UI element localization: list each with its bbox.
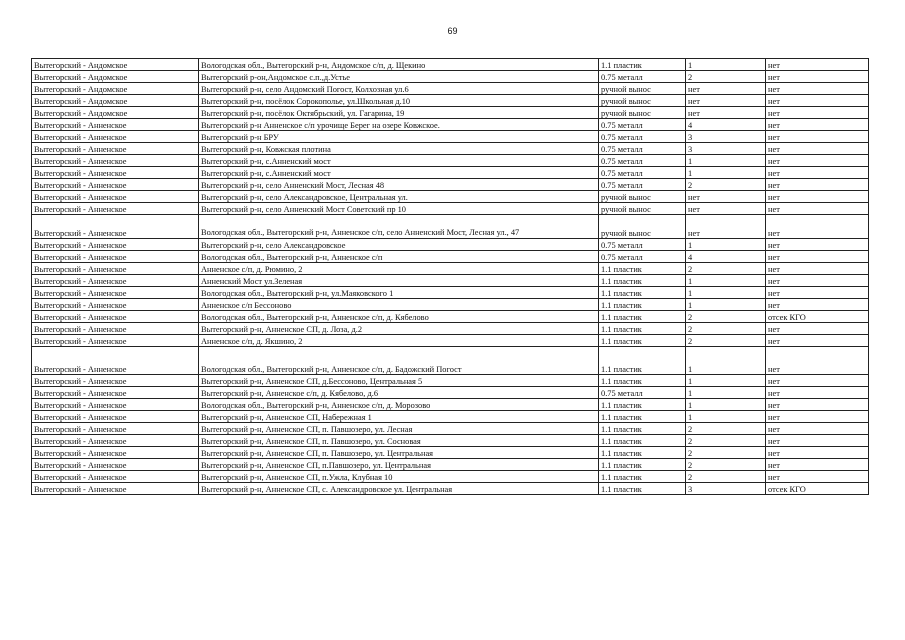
- table-row: [32, 59, 869, 71]
- container-count-cell: 1: [686, 299, 766, 311]
- table-row: [32, 143, 869, 155]
- container-count-cell: 1: [686, 375, 766, 387]
- container-count-cell: 1: [686, 399, 766, 411]
- address-cell: Вытегорский р-н, село Анненский Мост, Лесная 48: [199, 179, 599, 191]
- container-type-cell: 0.75 металл: [599, 119, 686, 131]
- address-cell: Вытегорский р-н БРУ: [199, 131, 599, 143]
- district-settlement-cell: Вытегорский - Анненское: [32, 471, 199, 483]
- table-row: [32, 299, 869, 311]
- table-row: [32, 167, 869, 179]
- table-row: [32, 423, 869, 435]
- kgo-compartment-cell: нет: [766, 143, 869, 155]
- container-count-cell: 2: [686, 435, 766, 447]
- container-count-cell: 1: [686, 347, 766, 375]
- district-settlement-cell: Вытегорский - Анненское: [32, 375, 199, 387]
- district-settlement-cell: Вытегорский - Анненское: [32, 347, 199, 375]
- container-count-cell: нет: [686, 203, 766, 215]
- container-type-cell: 1.1 пластик: [599, 287, 686, 299]
- container-type-cell: ручной вынос: [599, 107, 686, 119]
- district-settlement-cell: Вытегорский - Анненское: [32, 287, 199, 299]
- container-type-cell: 0.75 металл: [599, 71, 686, 83]
- kgo-compartment-cell: нет: [766, 155, 869, 167]
- kgo-compartment-cell: нет: [766, 399, 869, 411]
- district-settlement-cell: Вытегорский - Анненское: [32, 239, 199, 251]
- container-type-cell: 1.1 пластик: [599, 311, 686, 323]
- address-cell: Вологодская обл., Вытегорский р-н, Анненское с/п, село Анненский Мост, Лесная ул., 47: [199, 215, 599, 239]
- table-row: [32, 411, 869, 423]
- container-count-cell: 1: [686, 155, 766, 167]
- kgo-compartment-cell: нет: [766, 167, 869, 179]
- district-settlement-cell: Вытегорский - Анненское: [32, 119, 199, 131]
- container-type-cell: ручной вынос: [599, 203, 686, 215]
- address-cell: Вытегорский р-н, Анненское СП, п. Павшозеро, ул. Центральная: [199, 447, 599, 459]
- district-settlement-cell: Вытегорский - Андомское: [32, 107, 199, 119]
- container-type-cell: 0.75 металл: [599, 167, 686, 179]
- container-count-cell: 2: [686, 423, 766, 435]
- table-row: [32, 263, 869, 275]
- address-cell: Вытегорский р-н, село Александровское: [199, 239, 599, 251]
- table-row: [32, 119, 869, 131]
- table-row: [32, 287, 869, 299]
- container-count-cell: 1: [686, 167, 766, 179]
- container-type-cell: 0.75 металл: [599, 155, 686, 167]
- table-row: [32, 95, 869, 107]
- page-number: 69: [447, 26, 458, 36]
- district-settlement-cell: Вытегорский - Андомское: [32, 71, 199, 83]
- container-count-cell: 1: [686, 387, 766, 399]
- container-type-cell: 1.1 пластик: [599, 459, 686, 471]
- table-row: [32, 179, 869, 191]
- district-settlement-cell: Вытегорский - Анненское: [32, 155, 199, 167]
- address-cell: Анненский Мост ул.Зеленая: [199, 275, 599, 287]
- address-cell: Вытегорский р-н, посёлок Сорокополье, ул.Школьная д.10: [199, 95, 599, 107]
- district-settlement-cell: Вытегорский - Анненское: [32, 131, 199, 143]
- kgo-compartment-cell: нет: [766, 375, 869, 387]
- district-settlement-cell: Вытегорский - Андомское: [32, 59, 199, 71]
- address-cell: Вологодская обл., Вытегорский р-н, Анненское с/п, д. Морозово: [199, 399, 599, 411]
- container-type-cell: 1.1 пластик: [599, 335, 686, 347]
- kgo-compartment-cell: отсек КГО: [766, 483, 869, 495]
- kgo-compartment-cell: нет: [766, 107, 869, 119]
- container-type-cell: 0.75 металл: [599, 387, 686, 399]
- address-cell: Вытегорский р-н Анненское с/п урочище Берег на озере Ковжское.: [199, 119, 599, 131]
- address-cell: Анненское с/п Бессоново: [199, 299, 599, 311]
- container-type-cell: 1.1 пластик: [599, 59, 686, 71]
- address-cell: Вытегорский р-н, Анненское СП, п. Павшозеро, ул. Лесная: [199, 423, 599, 435]
- kgo-compartment-cell: нет: [766, 335, 869, 347]
- kgo-compartment-cell: нет: [766, 411, 869, 423]
- table-row: [32, 311, 869, 323]
- district-settlement-cell: Вытегорский - Андомское: [32, 83, 199, 95]
- address-cell: Вытегорский р-н, село Анненский Мост Советский пр 10: [199, 203, 599, 215]
- district-settlement-cell: Вытегорский - Анненское: [32, 167, 199, 179]
- container-count-cell: 2: [686, 447, 766, 459]
- container-sites-table: [31, 58, 869, 495]
- container-count-cell: 1: [686, 287, 766, 299]
- address-cell: Вологодская обл., Вытегорский р-н, Анненское с/п, д. Кябелово: [199, 311, 599, 323]
- table-row: [32, 275, 869, 287]
- container-type-cell: ручной вынос: [599, 83, 686, 95]
- table-row: [32, 375, 869, 387]
- container-count-cell: 1: [686, 59, 766, 71]
- kgo-compartment-cell: нет: [766, 95, 869, 107]
- district-settlement-cell: Вытегорский - Анненское: [32, 251, 199, 263]
- table-row: [32, 323, 869, 335]
- kgo-compartment-cell: нет: [766, 387, 869, 399]
- container-count-cell: 2: [686, 459, 766, 471]
- district-settlement-cell: Вытегорский - Анненское: [32, 411, 199, 423]
- district-settlement-cell: Вытегорский - Анненское: [32, 215, 199, 239]
- container-type-cell: 1.1 пластик: [599, 483, 686, 495]
- container-count-cell: 2: [686, 71, 766, 83]
- container-type-cell: 0.75 металл: [599, 239, 686, 251]
- district-settlement-cell: Вытегорский - Анненское: [32, 459, 199, 471]
- kgo-compartment-cell: нет: [766, 471, 869, 483]
- container-type-cell: 1.1 пластик: [599, 423, 686, 435]
- container-type-cell: 1.1 пластик: [599, 435, 686, 447]
- address-cell: Вытегорский р-он,Андомское с.п.,д.Устье: [199, 71, 599, 83]
- district-settlement-cell: Вытегорский - Анненское: [32, 263, 199, 275]
- container-count-cell: нет: [686, 191, 766, 203]
- district-settlement-cell: Вытегорский - Анненское: [32, 275, 199, 287]
- container-count-cell: 2: [686, 471, 766, 483]
- table-row: [32, 203, 869, 215]
- container-count-cell: 1: [686, 239, 766, 251]
- container-count-cell: 2: [686, 335, 766, 347]
- kgo-compartment-cell: нет: [766, 119, 869, 131]
- address-cell: Анненское с/п, д. Рюмино, 2: [199, 263, 599, 275]
- container-type-cell: 0.75 металл: [599, 179, 686, 191]
- district-settlement-cell: Вытегорский - Анненское: [32, 483, 199, 495]
- container-count-cell: нет: [686, 95, 766, 107]
- table-row: [32, 459, 869, 471]
- table-row: [32, 107, 869, 119]
- address-cell: Вытегорский р-н, с.Анненский мост: [199, 167, 599, 179]
- kgo-compartment-cell: нет: [766, 131, 869, 143]
- kgo-compartment-cell: нет: [766, 239, 869, 251]
- address-cell: Вытегорский р-н, село Александровское, Центральная ул.: [199, 191, 599, 203]
- container-count-cell: 2: [686, 179, 766, 191]
- address-cell: Вытегорский р-н, село Андомский Погост, Колхозная ул.6: [199, 83, 599, 95]
- address-cell: Вытегорский р-н, Анненское с/п, д. Кябелово, д.6: [199, 387, 599, 399]
- address-cell: Вытегорский р-н, Ковжская плотина: [199, 143, 599, 155]
- kgo-compartment-cell: нет: [766, 191, 869, 203]
- table-row: [32, 71, 869, 83]
- container-type-cell: ручной вынос: [599, 191, 686, 203]
- kgo-compartment-cell: нет: [766, 59, 869, 71]
- container-type-cell: 1.1 пластик: [599, 447, 686, 459]
- district-settlement-cell: Вытегорский - Анненское: [32, 399, 199, 411]
- table-row: [32, 83, 869, 95]
- kgo-compartment-cell: нет: [766, 435, 869, 447]
- district-settlement-cell: Вытегорский - Анненское: [32, 323, 199, 335]
- container-type-cell: 1.1 пластик: [599, 299, 686, 311]
- container-type-cell: 1.1 пластик: [599, 375, 686, 387]
- table-row: [32, 471, 869, 483]
- address-cell: Вытегорский р-н, Анненское СП, д. Лоза, д.2: [199, 323, 599, 335]
- container-count-cell: 4: [686, 251, 766, 263]
- address-cell: Вытегорский р-н, Анненское СП, д.Бессоново, Центральная 5: [199, 375, 599, 387]
- container-type-cell: 1.1 пластик: [599, 263, 686, 275]
- table-row: [32, 483, 869, 495]
- kgo-compartment-cell: нет: [766, 459, 869, 471]
- district-settlement-cell: Вытегорский - Анненское: [32, 191, 199, 203]
- district-settlement-cell: Вытегорский - Анненское: [32, 179, 199, 191]
- container-type-cell: 1.1 пластик: [599, 347, 686, 375]
- table-row: [32, 251, 869, 263]
- kgo-compartment-cell: нет: [766, 299, 869, 311]
- district-settlement-cell: Вытегорский - Анненское: [32, 203, 199, 215]
- kgo-compartment-cell: нет: [766, 447, 869, 459]
- container-type-cell: 1.1 пластик: [599, 411, 686, 423]
- container-count-cell: 2: [686, 311, 766, 323]
- address-cell: Вытегорский р-н, Анненское СП, с. Александровское ул. Центральная: [199, 483, 599, 495]
- container-type-cell: 1.1 пластик: [599, 399, 686, 411]
- address-cell: Вологодская обл., Вытегорский р-н, Анненское с/п: [199, 251, 599, 263]
- container-count-cell: 2: [686, 323, 766, 335]
- address-cell: Вытегорский р-н, с.Анненский мост: [199, 155, 599, 167]
- kgo-compartment-cell: нет: [766, 251, 869, 263]
- table-row: [32, 155, 869, 167]
- kgo-compartment-cell: нет: [766, 263, 869, 275]
- address-cell: Вытегорский р-н, посёлок Октябрьский, ул. Гагарина, 19: [199, 107, 599, 119]
- address-cell: Вытегорский р-н, Анненское СП, п.Ужла, Клубная 10: [199, 471, 599, 483]
- address-cell: Вологодская обл., Вытегорский р-н, Анненское с/п, д. Бадожский Погост: [199, 347, 599, 375]
- address-cell: Анненское с/п, д. Якшино, 2: [199, 335, 599, 347]
- kgo-compartment-cell: нет: [766, 203, 869, 215]
- table-row: [32, 239, 869, 251]
- container-count-cell: нет: [686, 107, 766, 119]
- container-count-cell: 1: [686, 275, 766, 287]
- container-type-cell: 1.1 пластик: [599, 323, 686, 335]
- container-type-cell: 0.75 металл: [599, 143, 686, 155]
- table-row: [32, 435, 869, 447]
- district-settlement-cell: Вытегорский - Анненское: [32, 387, 199, 399]
- container-type-cell: ручной вынос: [599, 95, 686, 107]
- container-count-cell: 4: [686, 119, 766, 131]
- kgo-compartment-cell: нет: [766, 287, 869, 299]
- container-count-cell: 3: [686, 143, 766, 155]
- kgo-compartment-cell: нет: [766, 179, 869, 191]
- kgo-compartment-cell: нет: [766, 71, 869, 83]
- container-type-cell: ручной вынос: [599, 215, 686, 239]
- address-cell: Вытегорский р-н, Анненское СП, п.Павшозеро, ул. Центральная: [199, 459, 599, 471]
- kgo-compartment-cell: нет: [766, 347, 869, 375]
- kgo-compartment-cell: нет: [766, 423, 869, 435]
- container-type-cell: 0.75 металл: [599, 131, 686, 143]
- table-row: [32, 399, 869, 411]
- container-count-cell: 3: [686, 131, 766, 143]
- kgo-compartment-cell: отсек КГО: [766, 311, 869, 323]
- district-settlement-cell: Вытегорский - Анненское: [32, 311, 199, 323]
- district-settlement-cell: Вытегорский - Анненское: [32, 435, 199, 447]
- kgo-compartment-cell: нет: [766, 83, 869, 95]
- container-type-cell: 1.1 пластик: [599, 471, 686, 483]
- container-type-cell: 1.1 пластик: [599, 275, 686, 287]
- kgo-compartment-cell: нет: [766, 323, 869, 335]
- district-settlement-cell: Вытегорский - Анненское: [32, 423, 199, 435]
- district-settlement-cell: Вытегорский - Анненское: [32, 299, 199, 311]
- container-type-cell: 0.75 металл: [599, 251, 686, 263]
- address-cell: Вытегорский р-н, Анненское СП, п. Павшозеро, ул. Сосновая: [199, 435, 599, 447]
- district-settlement-cell: Вытегорский - Андомское: [32, 95, 199, 107]
- district-settlement-cell: Вытегорский - Анненское: [32, 335, 199, 347]
- container-count-cell: 2: [686, 263, 766, 275]
- address-cell: Вытегорский р-н, Анненское СП, Набережная 1: [199, 411, 599, 423]
- district-settlement-cell: Вытегорский - Анненское: [32, 143, 199, 155]
- table-row: [32, 347, 869, 375]
- table-row: [32, 387, 869, 399]
- address-cell: Вологодская обл., Вытегорский р-н, ул.Маяковского 1: [199, 287, 599, 299]
- kgo-compartment-cell: нет: [766, 275, 869, 287]
- table-row: [32, 447, 869, 459]
- table-row: [32, 215, 869, 239]
- table-row: [32, 335, 869, 347]
- district-settlement-cell: Вытегорский - Анненское: [32, 447, 199, 459]
- container-count-cell: нет: [686, 83, 766, 95]
- container-count-cell: 3: [686, 483, 766, 495]
- kgo-compartment-cell: нет: [766, 215, 869, 239]
- table-row: [32, 191, 869, 203]
- address-cell: Вологодская обл., Вытегорский р-н, Андомское с/п, д. Щекино: [199, 59, 599, 71]
- container-count-cell: нет: [686, 215, 766, 239]
- table-row: [32, 131, 869, 143]
- container-count-cell: 1: [686, 411, 766, 423]
